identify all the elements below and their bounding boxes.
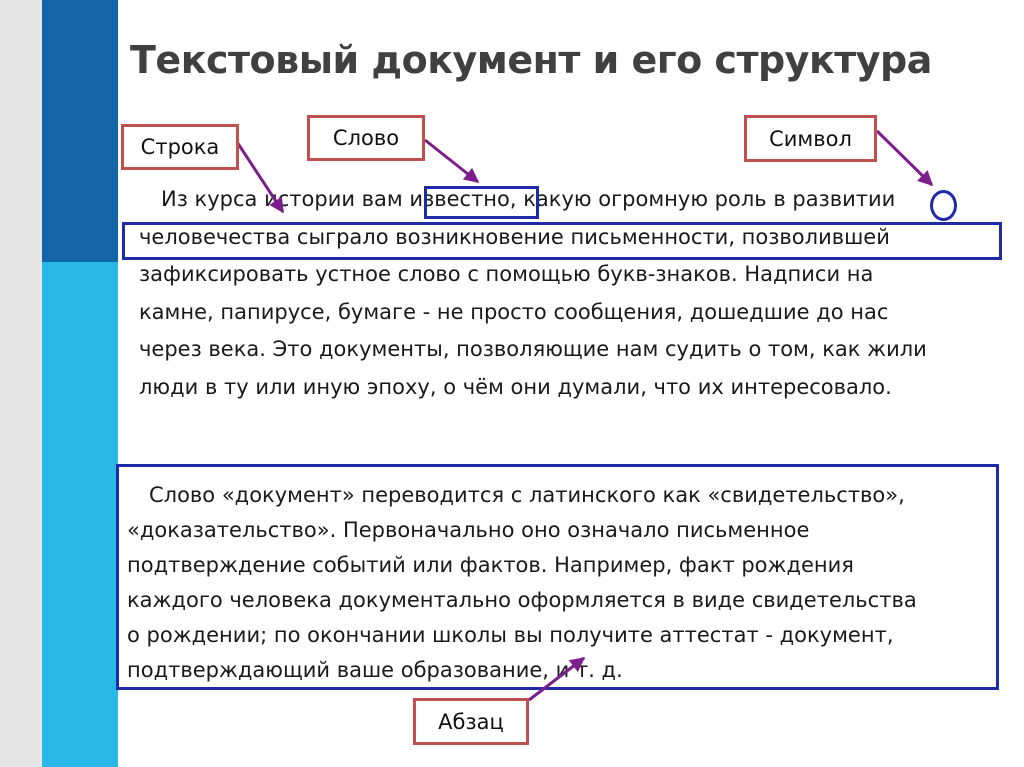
- arrow-paragraph: [529, 658, 584, 700]
- arrow-symbol: [877, 131, 932, 185]
- paragraph-2-line-4: каждого человека документально оформляется в виде свидетельства: [127, 588, 917, 612]
- arrow-line: [237, 142, 283, 212]
- arrow-word: [425, 140, 478, 182]
- paragraph-1-line-3: зафиксировать устное слово с помощью букв-знаков. Надписи на: [139, 262, 874, 287]
- label-paragraph: Абзац: [413, 698, 529, 745]
- paragraph-2-line-1: Слово «документ» переводится с латинского как «свидетельство»,: [149, 483, 905, 507]
- label-word: Слово: [307, 115, 425, 161]
- slide-title: Текстовый документ и его структура: [130, 38, 932, 82]
- label-symbol: Символ: [744, 115, 877, 162]
- paragraph-2-line-5: о рождении; по окончании школы вы получите аттестат - документ,: [127, 623, 894, 647]
- paragraph-1-line-1: Из курса истории вам известно, какую огромную роль в развитии: [161, 187, 896, 211]
- paragraph-2-line-3: подтверждение событий или фактов. Например, факт рождения: [127, 553, 854, 577]
- label-line: Строка: [121, 124, 239, 170]
- paragraph-2-line-6: подтверждающий ваше образование, и т. д.: [127, 658, 623, 682]
- paragraph-1-line-4: камне, папирусе, бумаге - не просто сообщения, дошедшие до нас: [139, 299, 889, 324]
- paragraph-1-line-2: человечества сыграло возникновение письменности, позволившей: [139, 224, 890, 249]
- paragraph-1-line-6: люди в ту или иную эпоху, о чём они думали, что их интересовало.: [139, 374, 892, 399]
- paragraph-1-line-5: через века. Это документы, позволяющие нам судить о том, как жили: [139, 337, 927, 362]
- paragraph-2-line-2: «доказательство». Первоначально оно означало письменное: [127, 518, 810, 542]
